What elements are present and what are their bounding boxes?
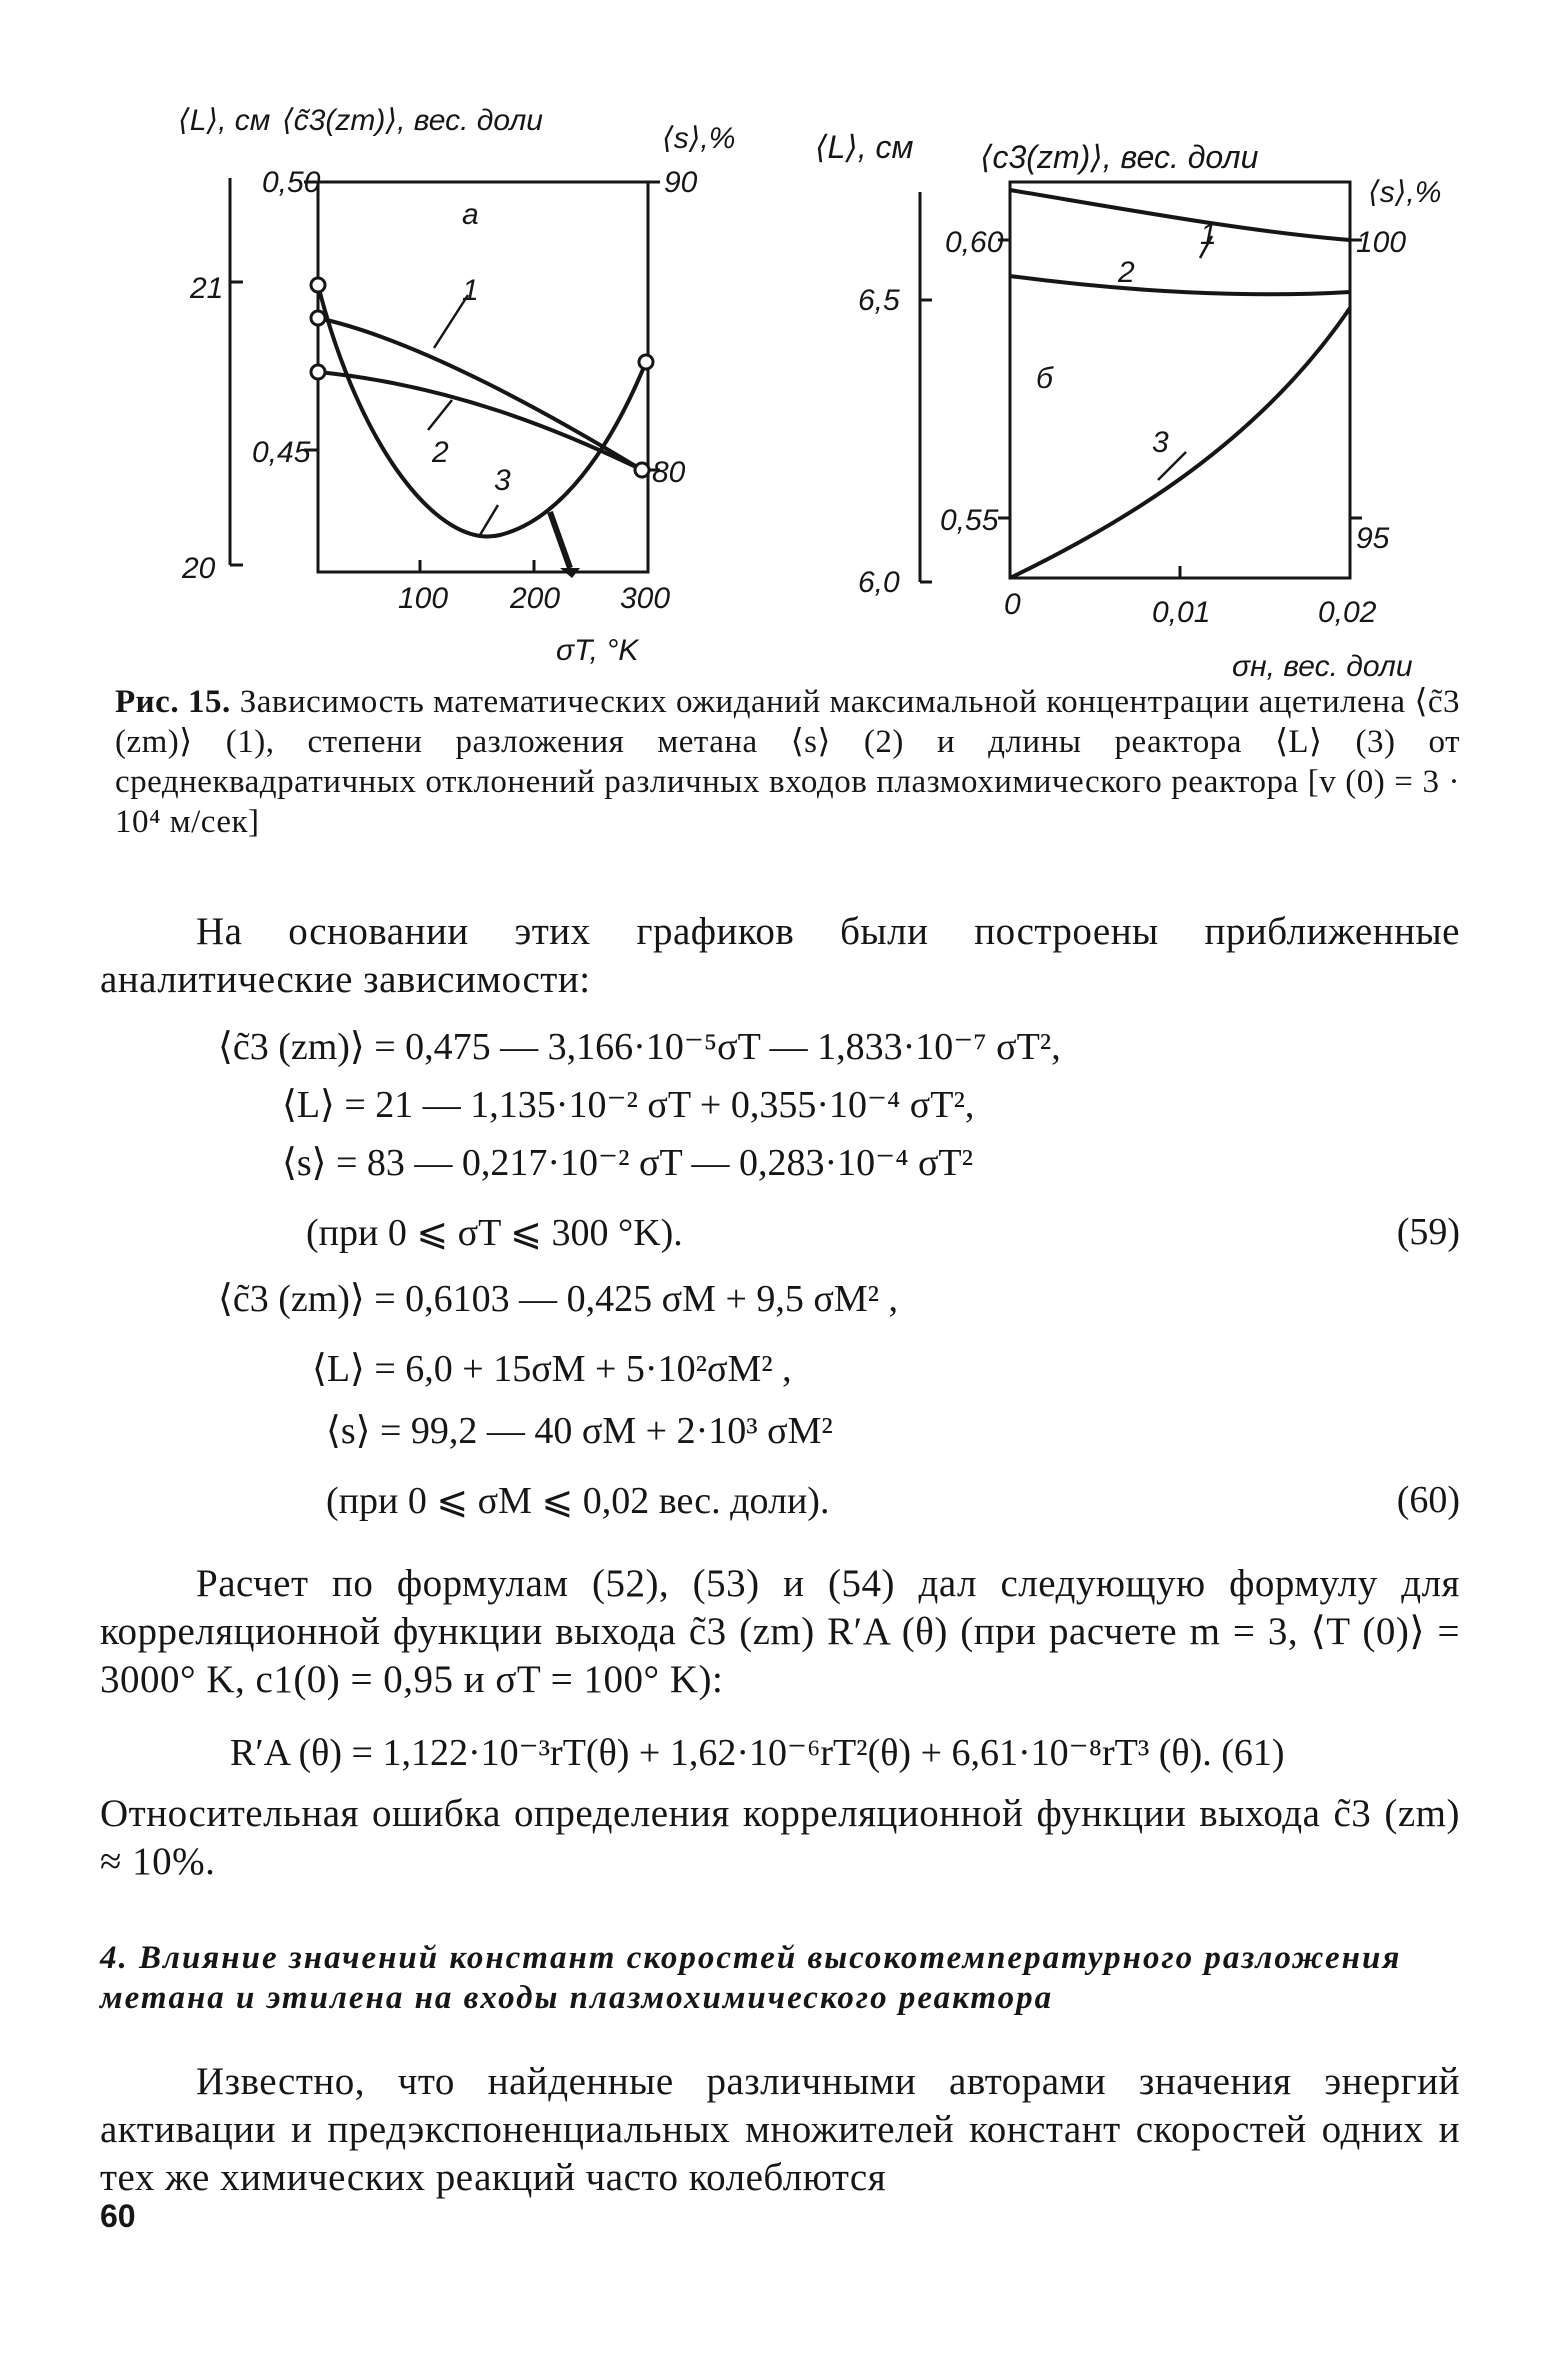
intro-paragraph: На основании этих графиков были построены приближенные аналитические зависимости:: [100, 910, 1460, 1001]
paragraph-error: Относительная ошибка определения корреляционной функции выхода c̃3 (zm) ≈ 10%.: [100, 1792, 1460, 1883]
figure-caption: [115, 682, 1460, 842]
eq59-line-3: ⟨s⟩ = 83 — 0,217·10⁻² σT — 0,283·10⁻⁴ σT²: [282, 1142, 974, 1184]
a-marker: [311, 278, 325, 292]
b-tick-060: 0,60: [945, 226, 1004, 259]
a-label-L: ⟨L⟩, см: [178, 104, 271, 137]
a-marker: [639, 355, 653, 369]
b-tick-65: 6,5: [858, 284, 900, 317]
eq60-number: (60): [1396, 1479, 1460, 1521]
page-number: 60: [100, 2198, 136, 2234]
eq60-line-1: ⟨c̃3 (zm)⟩ = 0,6103 — 0,425 σM + 9,5 σM² ,: [218, 1278, 899, 1320]
a-x300: 300: [620, 582, 671, 615]
b-tick-95: 95: [1356, 522, 1390, 555]
b-curve-label-2: 2: [1118, 256, 1135, 289]
eq59-line-2: ⟨L⟩ = 21 — 1,135·10⁻² σT + 0,355·10⁻⁴ σT²,: [282, 1084, 975, 1126]
b-xlabel: σн, вес. доли: [1232, 650, 1413, 683]
paragraph-correlation: Расчет по формулам (52), (53) и (54) дал следующую формулу для корреляционной функции выхода c̃3 (zm) R′A (θ) (при расчете m = 3, ⟨T (0)⟩ = 3000° K, c1(0) = 0,95 и σT = 100° K):: [100, 1562, 1460, 1701]
figure-15: [0, 0, 1552, 690]
panel-b: [815, 129, 1441, 683]
eq60-line-2: ⟨L⟩ = 6,0 + 15σM + 5·10²σM² ,: [312, 1348, 792, 1390]
a-tick-90: 90: [664, 166, 698, 199]
eq59-line-4: (при 0 ⩽ σT ⩽ 300 °K).: [306, 1212, 683, 1254]
eq60-line-4: (при 0 ⩽ σM ⩽ 0,02 вес. доли).: [326, 1480, 830, 1522]
a-marker: [311, 311, 325, 325]
b-curve-label-1: 1: [1200, 218, 1217, 251]
b-panel-label: б: [1036, 362, 1053, 395]
b-x002: 0,02: [1318, 596, 1377, 629]
a-arrow: [550, 512, 570, 568]
b-label-L: ⟨L⟩, см: [815, 129, 914, 165]
eq59-line-1: ⟨c̃3 (zm)⟩ = 0,475 — 3,166·10⁻⁵σT — 1,833·10⁻⁷ σT²,: [218, 1026, 1061, 1068]
caption-label: Рис. 15.: [115, 684, 231, 720]
a-x200: 200: [510, 582, 561, 615]
a-panel-label: а: [462, 198, 479, 231]
a-curve-label-1: 1: [462, 274, 479, 307]
b-tick-60: 6,0: [858, 566, 900, 599]
eq59-number: (59): [1396, 1211, 1460, 1253]
section-heading: 4. Влияние значений констант скоростей высокотемпературного разложения метана и этилена на входы плазмохимического реактора: [100, 1940, 1402, 2016]
a-tick-80: 80: [652, 456, 686, 489]
a-tick-045: 0,45: [252, 436, 311, 469]
panel-a: [178, 104, 735, 667]
a-curve-label-2: 2: [432, 436, 449, 469]
caption-text: Зависимость математических ожиданий максимальной концентрации ацетилена ⟨c̃3 (zm)⟩ (1), степени разложения метана ⟨s⟩ (2) и длины реактора ⟨L⟩ (3) от среднеквадратичных отклонений различных входов плазмохимического реактора [v (0) = 3 · 10⁴ м/сек]: [115, 684, 1460, 840]
b-label-s: ⟨s⟩,%: [1368, 176, 1442, 209]
a-marker: [635, 463, 649, 477]
a-xlabel: σT, °K: [556, 634, 639, 667]
a-tick-20: 20: [182, 552, 216, 585]
b-x001: 0,01: [1152, 596, 1211, 629]
b-tick-055: 0,55: [940, 504, 999, 537]
eq60-line-3: ⟨s⟩ = 99,2 — 40 σM + 2·10³ σM²: [326, 1410, 833, 1452]
b-curve-1: [1010, 190, 1350, 240]
b-plot-box: [1010, 182, 1350, 578]
b-curve-3: [1010, 308, 1350, 578]
a-tick-21: 21: [190, 272, 224, 305]
a-tick-050: 0,50: [262, 166, 321, 199]
b-curve-label-3: 3: [1152, 426, 1169, 459]
equation-61: R′A (θ) = 1,122·10⁻³rT(θ) + 1,62·10⁻⁶rT²(θ) + 6,61·10⁻⁸rT³ (θ). (61): [230, 1732, 1285, 1774]
paragraph-known: Известно, что найденные различными авторами значения энергий активации и предэкспоненциальных множителей констант скоростей одних и тех же химических реакций часто колеблются: [100, 2060, 1460, 2199]
b-tick-100: 100: [1356, 226, 1407, 259]
b-curve-2: [1010, 276, 1350, 294]
b-label-c3: ⟨c3(zm)⟩, вес. доли: [980, 139, 1259, 175]
b-x0: 0: [1004, 588, 1021, 621]
a-label-c3: ⟨c̃3(zm)⟩, вес. доли: [282, 104, 543, 137]
a-curve-label-3: 3: [494, 464, 511, 497]
a-label-s: ⟨s⟩,%: [662, 122, 736, 155]
a-x100: 100: [398, 582, 449, 615]
a-curve-3: [318, 285, 646, 536]
a-marker: [311, 365, 325, 379]
